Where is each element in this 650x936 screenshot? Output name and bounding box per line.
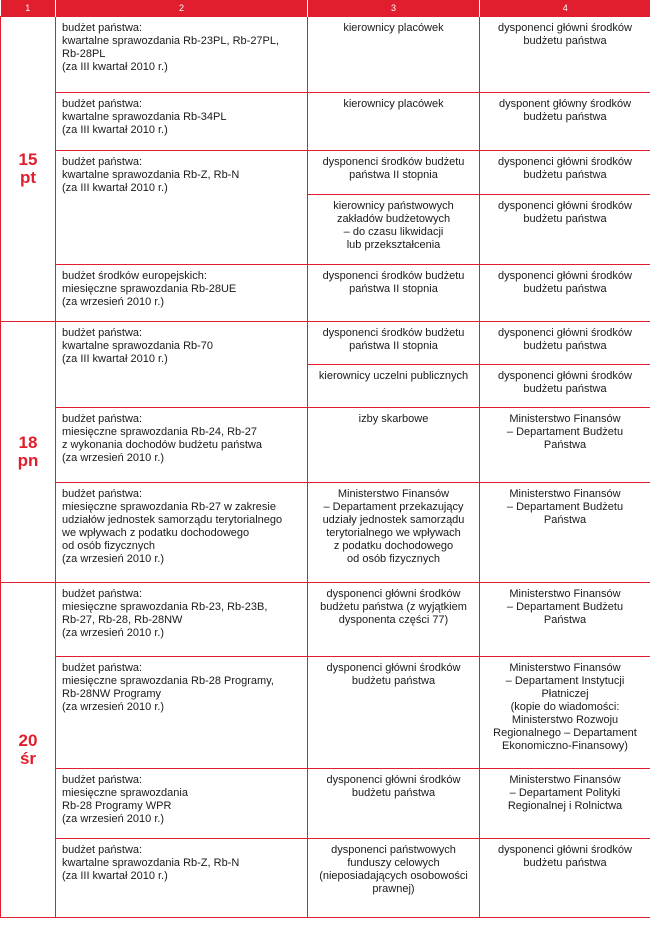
- report-description-cell: [56, 769, 308, 839]
- submitter-line: państwa II stopnia: [349, 169, 438, 181]
- recipient-line: Państwa: [543, 614, 587, 626]
- report-description-line: budżet państwa:: [62, 662, 143, 674]
- recipient-line: dysponenci główni środków: [498, 327, 632, 339]
- column-header-1: 1: [1, 0, 56, 17]
- recipient-line: Ministerstwo Rozwoju: [511, 714, 619, 726]
- recipient-line: dysponent główny środków: [498, 98, 632, 110]
- submitter-line: kierownicy placówek: [343, 98, 444, 110]
- column-header-4: 4: [480, 0, 650, 17]
- submitter-cell: [308, 583, 480, 657]
- submitter-line: dysponenci środków budżetu: [322, 156, 465, 168]
- recipient-line: dysponenci główni środków: [498, 200, 632, 212]
- recipient-cell: [480, 151, 650, 195]
- submitter-line: zakładów budżetowych: [336, 213, 451, 225]
- report-description-line: (za wrzesień 2010 r.): [62, 627, 165, 639]
- report-description-line: udziałów jednostek samorządu terytorialnego: [62, 514, 283, 526]
- report-description-line: Rb-28PL: [62, 48, 106, 60]
- recipient-cell: [480, 657, 650, 769]
- report-description-cell: [56, 17, 308, 93]
- recipient-cell: [480, 195, 650, 265]
- submitter-line: państwa II stopnia: [349, 283, 438, 295]
- report-description-line: Rb-27, Rb-28, Rb-28NW: [62, 614, 183, 626]
- recipient-cell: [480, 265, 650, 322]
- report-description-line: (za wrzesień 2010 r.): [62, 452, 165, 464]
- report-description-line: budżet państwa:: [62, 488, 143, 500]
- report-description-cell: [56, 408, 308, 483]
- recipient-line: Ministerstwo Finansów: [509, 413, 621, 425]
- recipient-line: budżetu państwa: [523, 169, 607, 181]
- submitter-line: – Departament przekazujący: [323, 501, 464, 513]
- report-description-line: we wpływach z podatku dochodowego: [62, 527, 250, 539]
- report-description-line: od osób fizycznych: [62, 540, 155, 552]
- report-description-line: (za wrzesień 2010 r.): [62, 296, 165, 308]
- report-description-cell: [56, 151, 308, 265]
- submitter-cell: [308, 408, 480, 483]
- submitter-line: z podatku dochodowego: [333, 540, 454, 552]
- recipient-line: budżetu państwa: [523, 857, 607, 869]
- recipient-cell: [480, 17, 650, 93]
- report-description-line: budżet państwa:: [62, 156, 143, 168]
- recipient-line: budżetu państwa: [523, 383, 607, 395]
- submitter-line: terytorialnego we wpływach: [326, 527, 461, 539]
- recipient-line: Ministerstwo Finansów: [509, 488, 621, 500]
- table-row: [1, 265, 650, 322]
- submitter-cell: [308, 151, 480, 195]
- submitter-cell: [308, 657, 480, 769]
- submitter-line: kierownicy państwowych: [333, 200, 454, 212]
- report-description-line: Rb-28 Programy WPR: [62, 800, 172, 812]
- recipient-line: Państwa: [543, 514, 587, 526]
- date-cell: [1, 322, 56, 583]
- submitter-line: Ministerstwo Finansów: [337, 488, 450, 500]
- submitter-line: budżetu państwa: [351, 787, 436, 799]
- submitter-line: państwa II stopnia: [349, 340, 438, 352]
- recipient-line: Ekonomiczno-Finansowy): [502, 740, 628, 752]
- submitter-line: kierownicy uczelni publicznych: [318, 370, 469, 382]
- recipient-line: dysponenci główni środków: [498, 370, 632, 382]
- date-cell: [1, 17, 56, 322]
- header-row: [1, 0, 650, 17]
- day-number: 20: [18, 731, 38, 750]
- report-description-line: miesięczne sprawozdania: [62, 787, 188, 799]
- report-description-line: kwartalne sprawozdania Rb-34PL: [62, 111, 227, 123]
- recipient-cell: [480, 483, 650, 583]
- submitter-line: budżetu państwa: [351, 675, 436, 687]
- recipient-line: Państwa: [543, 439, 587, 451]
- report-description-line: kwartalne sprawozdania Rb-Z, Rb-N: [62, 169, 240, 181]
- recipient-line: budżetu państwa: [523, 35, 607, 47]
- report-description-cell: [56, 583, 308, 657]
- report-description-line: miesięczne sprawozdania Rb-27 w zakresie: [62, 501, 276, 513]
- submitter-line: prawnej): [372, 883, 415, 895]
- submitter-line: dysponenci środków budżetu: [322, 270, 465, 282]
- submitter-line: funduszy celowych: [347, 857, 440, 869]
- recipient-line: budżetu państwa: [523, 213, 607, 225]
- submitter-line: dysponenci środków budżetu: [322, 327, 465, 339]
- table-row: [1, 93, 650, 151]
- submitter-line: od osób fizycznych: [347, 553, 440, 565]
- table-row: [1, 151, 650, 195]
- recipient-line: dysponenci główni środków: [498, 844, 632, 856]
- table-row: [1, 483, 650, 583]
- report-description-line: kwartalne sprawozdania Rb-23PL, Rb-27PL,: [62, 35, 280, 47]
- report-description-line: budżet środków europejskich:: [62, 270, 207, 282]
- submitter-line: – do czasu likwidacji: [343, 226, 444, 238]
- report-description-cell: [56, 483, 308, 583]
- submitter-line: izby skarbowe: [358, 413, 429, 425]
- table-row: [1, 17, 650, 93]
- recipient-line: Regionalnej i Rolnictwa: [507, 800, 623, 812]
- submitter-cell: [308, 93, 480, 151]
- recipient-line: dysponenci główni środków: [498, 22, 632, 34]
- report-description-line: budżet państwa:: [62, 588, 143, 600]
- table-body: [1, 17, 650, 918]
- recipient-line: (kopie do wiadomości:: [510, 701, 620, 713]
- table-row: [1, 408, 650, 483]
- report-description-line: budżet państwa:: [62, 844, 143, 856]
- report-description-line: budżet państwa:: [62, 413, 143, 425]
- recipient-line: – Departament Instytucji: [505, 675, 625, 687]
- submitter-cell: [308, 769, 480, 839]
- submitter-cell: [308, 839, 480, 918]
- recipient-cell: [480, 839, 650, 918]
- weekday-abbr: śr: [19, 749, 37, 768]
- submitter-line: dysponenci państwowych: [331, 844, 456, 856]
- submitter-cell: [308, 17, 480, 93]
- recipient-line: budżetu państwa: [523, 111, 607, 123]
- table-row: [1, 322, 650, 365]
- report-description-line: budżet państwa:: [62, 774, 143, 786]
- submitter-line: kierownicy placówek: [343, 22, 444, 34]
- report-description-cell: [56, 322, 308, 408]
- recipient-line: dysponenci główni środków: [498, 156, 632, 168]
- report-description-line: budżet państwa:: [62, 327, 143, 339]
- recipient-line: Ministerstwo Finansów: [509, 588, 621, 600]
- report-description-line: (za III kwartał 2010 r.): [62, 182, 168, 194]
- report-description-line: kwartalne sprawozdania Rb-Z, Rb-N: [62, 857, 240, 869]
- report-description-line: miesięczne sprawozdania Rb-23, Rb-23B,: [62, 601, 268, 613]
- recipient-cell: [480, 93, 650, 151]
- report-description-line: (za III kwartał 2010 r.): [62, 353, 168, 365]
- recipient-line: – Departament Polityki: [509, 787, 621, 799]
- weekday-abbr: pt: [19, 168, 37, 187]
- report-description-cell: [56, 93, 308, 151]
- recipient-cell: [480, 583, 650, 657]
- submitter-cell: [308, 265, 480, 322]
- recipient-line: Ministerstwo Finansów: [509, 662, 621, 674]
- recipient-line: budżetu państwa: [523, 283, 607, 295]
- submitter-line: dysponenta części 77): [338, 614, 449, 626]
- report-description-line: miesięczne sprawozdania Rb-28UE: [62, 283, 237, 295]
- recipient-line: – Departament Budżetu: [506, 601, 624, 613]
- report-description-line: Rb-28NW Programy: [62, 688, 162, 700]
- report-description-line: (za III kwartał 2010 r.): [62, 124, 168, 136]
- report-description-line: (za wrzesień 2010 r.): [62, 701, 165, 713]
- table-row: [1, 769, 650, 839]
- report-description-cell: [56, 839, 308, 918]
- submitter-cell: [308, 195, 480, 265]
- recipient-line: Płatniczej: [541, 688, 589, 700]
- report-description-line: budżet państwa:: [62, 98, 143, 110]
- submitter-line: budżetu państwa (z wyjątkiem: [320, 601, 467, 613]
- recipient-cell: [480, 408, 650, 483]
- recipient-line: Regionalnego – Departament: [493, 727, 637, 739]
- recipient-cell: [480, 769, 650, 839]
- report-description-cell: [56, 265, 308, 322]
- submitter-line: dysponenci główni środków: [326, 774, 461, 786]
- column-header-3: 3: [308, 0, 480, 17]
- recipient-cell: [480, 365, 650, 408]
- day-number: 18: [18, 433, 38, 452]
- report-description-cell: [56, 657, 308, 769]
- day-number: 15: [18, 150, 38, 169]
- table-row: [1, 657, 650, 769]
- submitter-cell: [308, 322, 480, 365]
- recipient-line: – Departament Budżetu: [506, 426, 624, 438]
- report-description-line: z wykonania dochodów budżetu państwa: [62, 439, 262, 451]
- column-header-2: 2: [56, 0, 308, 17]
- submitter-line: dysponenci główni środków: [326, 588, 461, 600]
- report-description-line: budżet państwa:: [62, 22, 143, 34]
- weekday-abbr: pn: [17, 451, 39, 470]
- report-description-line: (za III kwartał 2010 r.): [62, 61, 168, 73]
- recipient-line: – Departament Budżetu: [506, 501, 624, 513]
- date-cell: [1, 583, 56, 918]
- submitter-line: lub przekształcenia: [346, 239, 441, 251]
- recipient-line: dysponenci główni środków: [498, 270, 632, 282]
- table-row: [1, 839, 650, 918]
- report-description-line: miesięczne sprawozdania Rb-28 Programy,: [62, 675, 274, 687]
- recipient-line: Ministerstwo Finansów: [509, 774, 621, 786]
- submitter-line: udziały jednostek samorządu: [322, 514, 465, 526]
- report-description-line: miesięczne sprawozdania Rb-24, Rb-27: [62, 426, 258, 438]
- report-description-line: (za wrzesień 2010 r.): [62, 553, 165, 565]
- submitter-cell: [308, 483, 480, 583]
- report-description-line: (za wrzesień 2010 r.): [62, 813, 165, 825]
- recipient-line: budżetu państwa: [523, 340, 607, 352]
- submitter-line: dysponenci główni środków: [326, 662, 461, 674]
- recipient-cell: [480, 322, 650, 365]
- submitter-line: (nieposiadających osobowości: [319, 870, 468, 882]
- report-description-line: kwartalne sprawozdania Rb-70: [62, 340, 214, 352]
- table-row: [1, 583, 650, 657]
- submitter-cell: [308, 365, 480, 408]
- report-description-line: (za III kwartał 2010 r.): [62, 870, 168, 882]
